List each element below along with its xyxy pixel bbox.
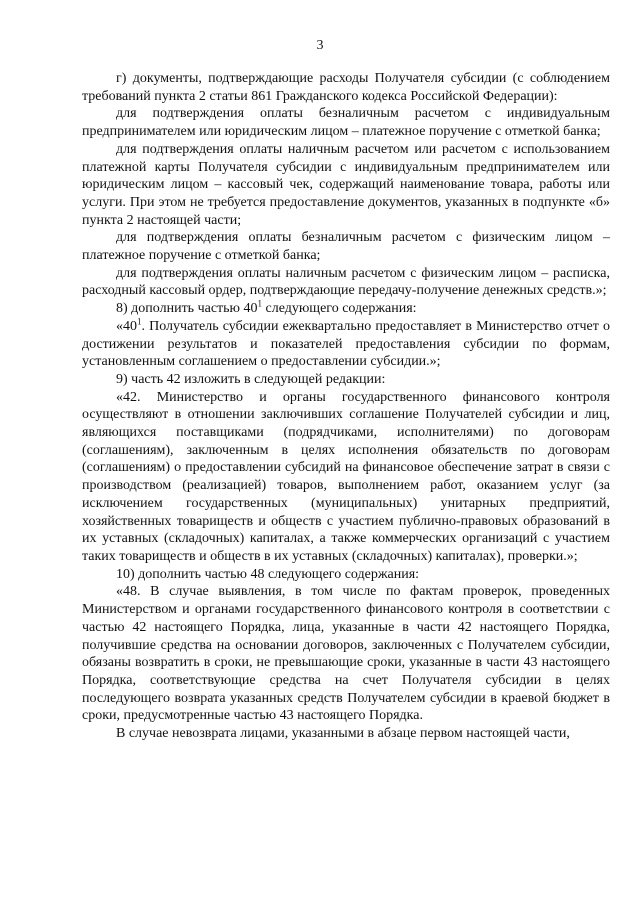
part-40-1-superscript: 1 [137, 316, 142, 327]
part-40-1-number: «40 [116, 318, 137, 334]
paragraph-part-48: «48. В случае выявления, в том числе по фактам проверок, проведенных Министерством и органами государственного финансового контроля в соответствии с частью 42 настоящего Порядка, лица, указанные в части 42 настоящего Порядка, получившие средства на основании договоров, заключенных с Получателем субсидии, обязаны возвратить в сроки, не превышающие сроки, указанные в части 43 настоящего Порядка, соответствующие средства на счет Получателя субсидии в целях последующего возврата указанных средств Получателем субсидии в краевой бюджет в сроки, предусмотренные частью 43 настоящего Порядка. [82, 584, 610, 724]
paragraph-part-42: «42. Министерство и органы государственного финансового контроля осуществляют в отношении заключивших соглашение Получателей субсидии и лиц, являющихся поставщиками (подрядчиками, исполнителями) по договорам (соглашениям), заключенным в целях исполнения обязательств по договорам (соглашениям) о предоставлении субсидий на финансовое обеспечение затрат в связи с производством (реализацией) товаров, выполнением работ, оказанием услуг (за исключением государственных (муниципальных) унитарных предприятий, хозяйственных товариществ и обществ с участием публично-правовых образований в их уставных (складочных) капиталах, а также коммерческих организаций с участием таких товариществ и обществ в их уставных (складочных) капиталах), проверки.»; [82, 389, 610, 564]
paragraph-cashless-entity: для подтверждения оплаты безналичным расчетом с индивидуальным предпринимателем или юридическим лицом – платежное поручение с отметкой банка; [82, 106, 610, 140]
item-8-text: 8) дополнить частью 40 [116, 301, 258, 317]
page-number: 3 [316, 38, 324, 53]
paragraph-item-8 [82, 300, 610, 318]
paragraph-item-9: 9) часть 42 изложить в следующей редакции: [116, 371, 386, 387]
document-body [82, 70, 610, 743]
item-8-text-end: следующего содержания: [262, 301, 417, 317]
part-40-1-text: . Получатель субсидии ежеквартально предоставляет в Министерство отчет о достижении результатов и показателей предоставления субсидии по формам, установленным соглашением о предоставлении субсидии.»; [82, 318, 610, 370]
paragraph-subitem-g: г) документы, подтверждающие расходы Получателя субсидии (с соблюдением требований пункта 2 статьи 861 Гражданского кодекса Российской Федерации): [82, 71, 610, 104]
item-8-superscript: 1 [257, 298, 262, 309]
paragraph-cash-entity: для подтверждения оплаты наличным расчетом или расчетом с использованием платежной карты Получателя субсидии с индивидуальным предпринимателем или юридическим лицом – кассовый чек, содержащий наименование товара, работы или услуги. При этом не требуется предоставление документов, указанных в подпункте «б» пункта 2 настоящей части; [82, 141, 610, 228]
paragraph-item-10: 10) дополнить частью 48 следующего содержания: [116, 566, 420, 582]
paragraph-cashless-individual: для подтверждения оплаты безналичным расчетом с физическим лицом – платежное поручение с отметкой банка; [82, 230, 610, 264]
paragraph-part-40-1 [82, 318, 610, 371]
paragraph-non-return: В случае невозврата лицами, указанными в абзаце первом настоящей части, [116, 726, 570, 742]
paragraph-cash-individual: для подтверждения оплаты наличным расчетом с физическим лицом – расписка, расходный кассовый ордер, подтверждающие передачу-получение денежных средств.»; [82, 265, 610, 299]
